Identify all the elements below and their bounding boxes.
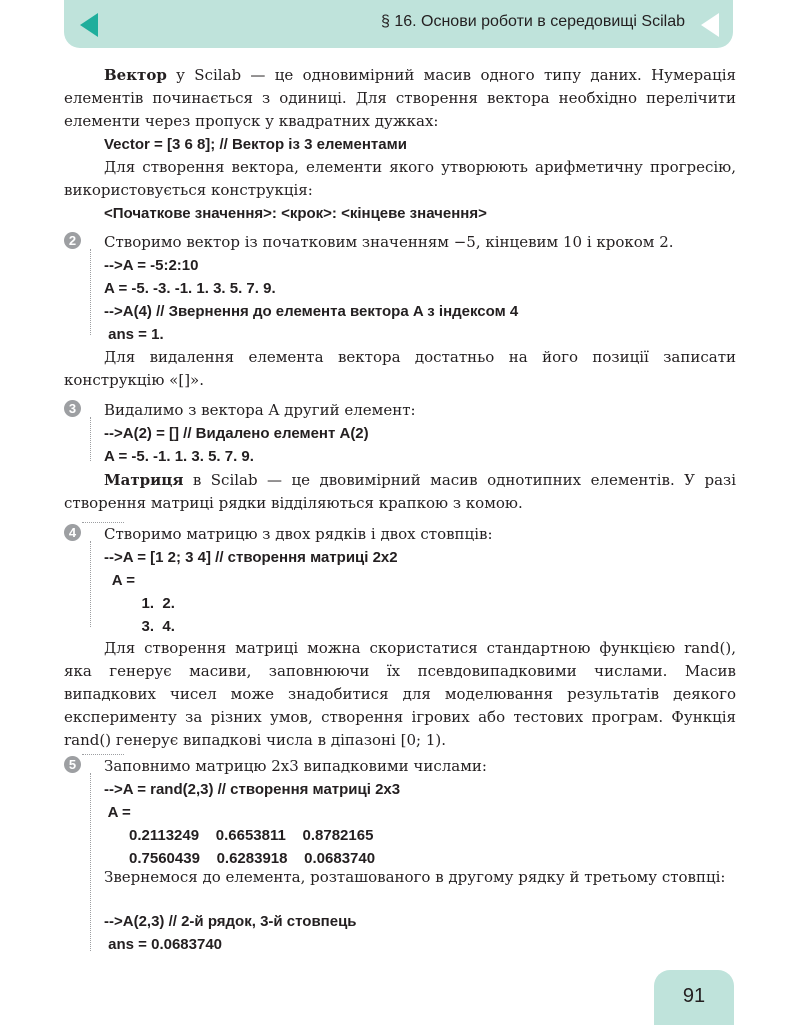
triangle-left-icon[interactable] [80,13,98,37]
progression-text: Для створення вектора, елементи якого утворюють арифметичну прогресію, використовується конструкція: [64,158,736,199]
example-marker-4: 4 [64,524,81,541]
vector-definition [64,64,736,133]
term-matrix: Матриця [104,471,184,489]
deletion-paragraph [64,346,736,392]
code-line: -->A(2,3) // 2-й рядок, 3-й стовпець [104,913,357,930]
triangle-right-icon[interactable] [701,13,719,37]
code-vector-example: Vector = [3 6 8]; // Вектор із 3 елементами [104,136,407,153]
code-line: ans = 0.0683740 [104,936,223,953]
example-guide-4 [90,541,91,627]
page-header [64,0,733,48]
example-guide-5 [90,773,91,951]
example-marker-5: 5 [64,756,81,773]
example-guide-3 [90,417,91,461]
code-line: A = [104,572,135,589]
rand-paragraph [64,637,736,752]
matrix-definition [64,469,736,515]
example-4-intro: Створимо матрицю з двох рядків і двох стовпців: [104,525,493,543]
code-line: 0.7560439 0.6283918 0.0683740 [104,850,376,867]
code-line: ans = 1. [104,326,164,343]
code-line: A = -5. -1. 1. 3. 5. 7. 9. [104,448,254,465]
term-vector: Вектор [104,66,167,84]
code-line: -->A = -5:2:10 [104,257,199,274]
example-5-intro: Заповнимо матрицю 2x3 випадковими числами: [104,757,487,775]
example-marker-2: 2 [64,232,81,249]
code-line: A = [104,804,131,821]
code-line: 0.2113249 0.6653811 0.8782165 [104,827,374,844]
example-guide-2 [90,249,91,335]
example-marker-3: 3 [64,400,81,417]
progression-paragraph [64,156,736,202]
code-line: -->A = rand(2,3) // створення матриці 2x3 [104,781,401,798]
code-line: 1. 2. [104,595,175,612]
example-5-access-text: Звернемося до елемента, розташованого в другому рядку й третьому стовпці: [104,868,726,886]
code-line: 3. 4. [104,618,175,635]
vector-definition-text: у Scilab — це одновимірний масив одного типу даних. Нумерація елементів починається з одиниці. Для створення вектора необхідно перелічити елементи через пропуск у квадратних дужках: [64,66,736,130]
code-progression-syntax: <Початкове значення>: <крок>: <кінцеве значення> [104,205,487,222]
matrix-definition-text: в Scilab — це двовимірний масив однотипних елементів. У разі створення матриці рядки відділяються крапкою з комою. [64,471,736,512]
code-line: -->A(2) = [] // Видалено елемент A(2) [104,425,369,442]
rand-text: Для створення матриці можна скористатися стандартною функцією rand(), яка генерує масиви, заповнюючи їх псевдовипадковими числами. Масив випадкових чисел може знадобитися для моделювання результатів деякого експерименту за різних умов, створення ігрових або тестових програм. Функція rand() генерує випадкові числа в діпазоні [0; 1). [64,639,736,749]
page-number: 91 [654,970,734,1025]
code-line: -->A(4) // Звернення до елемента вектора A з індексом 4 [104,303,519,320]
code-line: -->A = [1 2; 3 4] // створення матриці 2x2 [104,549,398,566]
code-line: A = -5. -3. -1. 1. 3. 5. 7. 9. [104,280,276,297]
section-title: § 16. Основи роботи в середовищі Scilab [380,13,685,30]
deletion-text: Для видалення елемента вектора достатньо на його позиції записати конструкцію «[]». [64,348,736,389]
example-3-intro: Видалимо з вектора A другий елемент: [104,401,416,419]
example-2-intro: Створимо вектор із початковим значенням −5, кінцевим 10 і кроком 2. [104,233,674,251]
